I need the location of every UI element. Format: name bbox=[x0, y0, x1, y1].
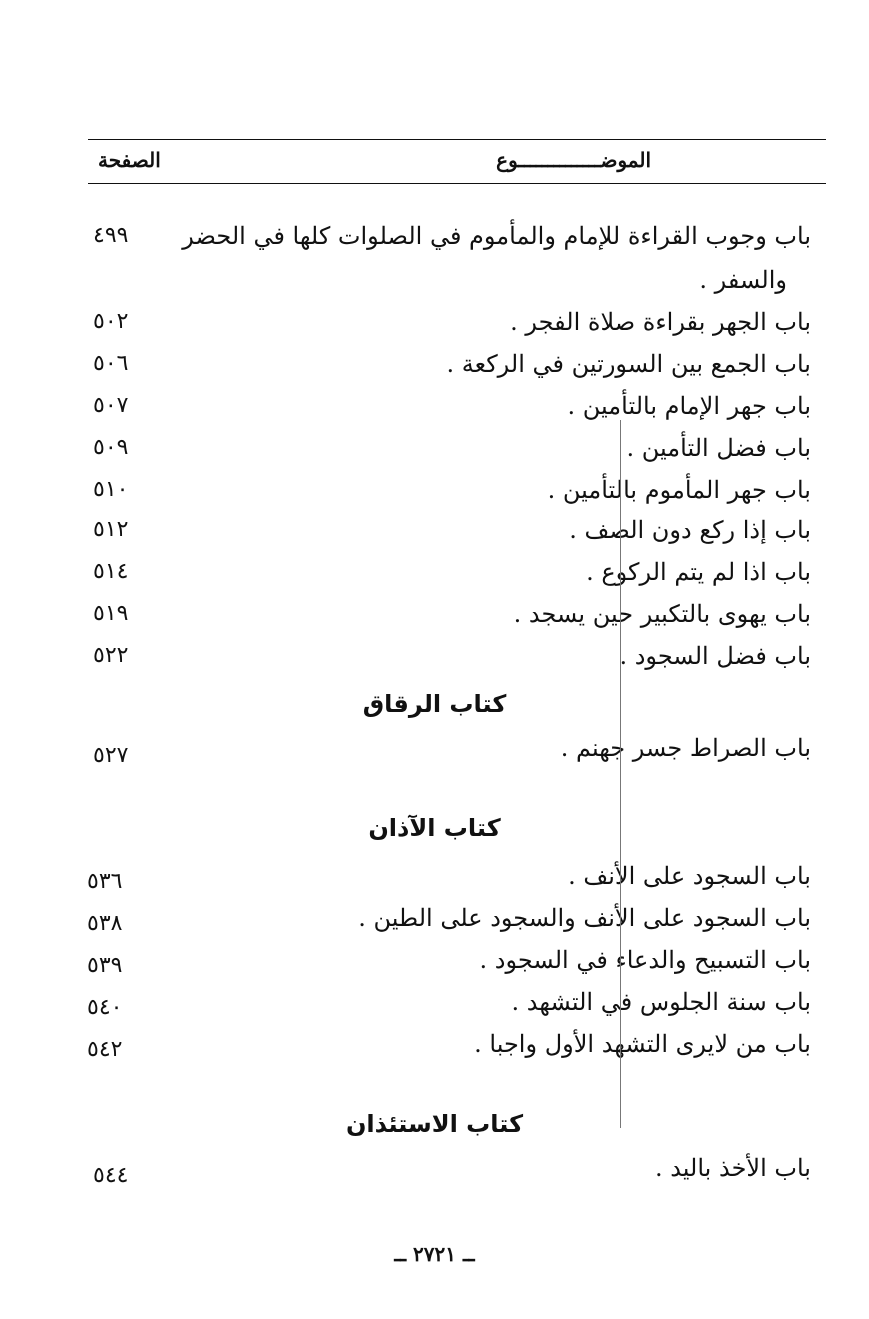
entry-page: ٥٠٩ bbox=[93, 435, 129, 460]
toc-entry bbox=[87, 898, 811, 938]
page-number-footer: ــ ٢٧٢١ ــ bbox=[394, 1242, 475, 1266]
entry-title: باب الصراط جسر جهنم . bbox=[560, 734, 811, 762]
toc-entry bbox=[91, 260, 811, 300]
entry-title: باب سنة الجلوس في التشهد . bbox=[511, 988, 811, 1016]
entry-title: باب السجود على الأنف . bbox=[568, 862, 811, 890]
header-top-rule bbox=[88, 139, 826, 140]
entry-title: باب جهر المأموم بالتأمين . bbox=[547, 476, 811, 504]
toc-entry bbox=[87, 1024, 811, 1064]
entry-title: باب السجود على الأنف والسجود على الطين . bbox=[358, 904, 811, 932]
entry-page: ٥٠٧ bbox=[93, 393, 129, 418]
header-subject-label: الموضــــــــــــــوع bbox=[496, 148, 651, 172]
toc-entry bbox=[87, 982, 811, 1022]
entry-page: ٥٤٠ bbox=[87, 995, 123, 1020]
toc-entry bbox=[91, 636, 811, 676]
toc-entry bbox=[91, 344, 811, 384]
section-heading-adhan: كتاب الآذان bbox=[368, 814, 501, 842]
entry-page: ٥١٢ bbox=[93, 517, 129, 542]
section-heading-istidhan: كتاب الاستئذان bbox=[345, 1110, 524, 1138]
entry-title: باب إذا ركع دون الصف . bbox=[569, 516, 811, 544]
entry-page: ٥٣٨ bbox=[87, 911, 123, 936]
toc-entry bbox=[87, 856, 811, 896]
toc-entry bbox=[91, 428, 811, 468]
entry-page: ٥٢٧ bbox=[93, 743, 129, 768]
entry-title: باب التسبيح والدعاء في السجود . bbox=[479, 946, 811, 974]
entry-page: ٥٠٢ bbox=[93, 309, 129, 334]
entry-title: باب جهر الإمام بالتأمين . bbox=[567, 392, 811, 420]
toc-entry bbox=[87, 940, 811, 980]
section-heading-riqaq: كتاب الرقاق bbox=[362, 690, 507, 718]
entry-title: باب من لايرى التشهد الأول واجبا . bbox=[474, 1030, 811, 1058]
entry-page: ٥٢٢ bbox=[93, 643, 129, 668]
entry-page: ٥٤٤ bbox=[93, 1163, 129, 1188]
entry-page: ٤٩٩ bbox=[93, 223, 129, 248]
entry-page: ٥١٩ bbox=[93, 601, 129, 626]
toc-entry bbox=[91, 302, 811, 342]
toc-entry bbox=[91, 386, 811, 426]
toc-entry bbox=[91, 216, 811, 256]
toc-entry bbox=[91, 594, 811, 634]
toc-entry bbox=[91, 470, 811, 510]
entry-page: ٥١٤ bbox=[93, 559, 129, 584]
entry-title: باب فضل السجود . bbox=[619, 642, 811, 670]
table-header bbox=[88, 142, 826, 180]
toc-entry bbox=[91, 1148, 811, 1188]
entry-title: باب الأخذ باليد . bbox=[654, 1154, 811, 1182]
entry-title: باب الجهر بقراءة صلاة الفجر . bbox=[510, 308, 811, 336]
entry-title: باب وجوب القراءة للإمام والمأموم في الصلوات كلها في الحضر bbox=[182, 222, 811, 250]
entry-title: باب يهوى بالتكبير حين يسجد . bbox=[513, 600, 811, 628]
entry-title: باب اذا لم يتم الركوع . bbox=[586, 558, 811, 586]
entry-page: ٥٣٦ bbox=[87, 869, 123, 894]
scan-fold-line bbox=[620, 420, 621, 1128]
entry-page: ٥٠٦ bbox=[93, 351, 129, 376]
entry-title: باب فضل التأمين . bbox=[626, 434, 811, 462]
entry-title: باب الجمع بين السورتين في الركعة . bbox=[446, 350, 811, 378]
entry-page: ٥١٠ bbox=[93, 477, 129, 502]
toc-entry bbox=[91, 552, 811, 592]
entry-page: ٥٤٢ bbox=[87, 1037, 123, 1062]
entry-title-continuation: والسفر . bbox=[699, 266, 787, 294]
entry-page: ٥٣٩ bbox=[87, 953, 123, 978]
header-bottom-rule bbox=[88, 183, 826, 184]
toc-entry bbox=[91, 728, 811, 768]
header-page-label: الصفحة bbox=[98, 148, 161, 172]
toc-entry bbox=[91, 510, 811, 550]
